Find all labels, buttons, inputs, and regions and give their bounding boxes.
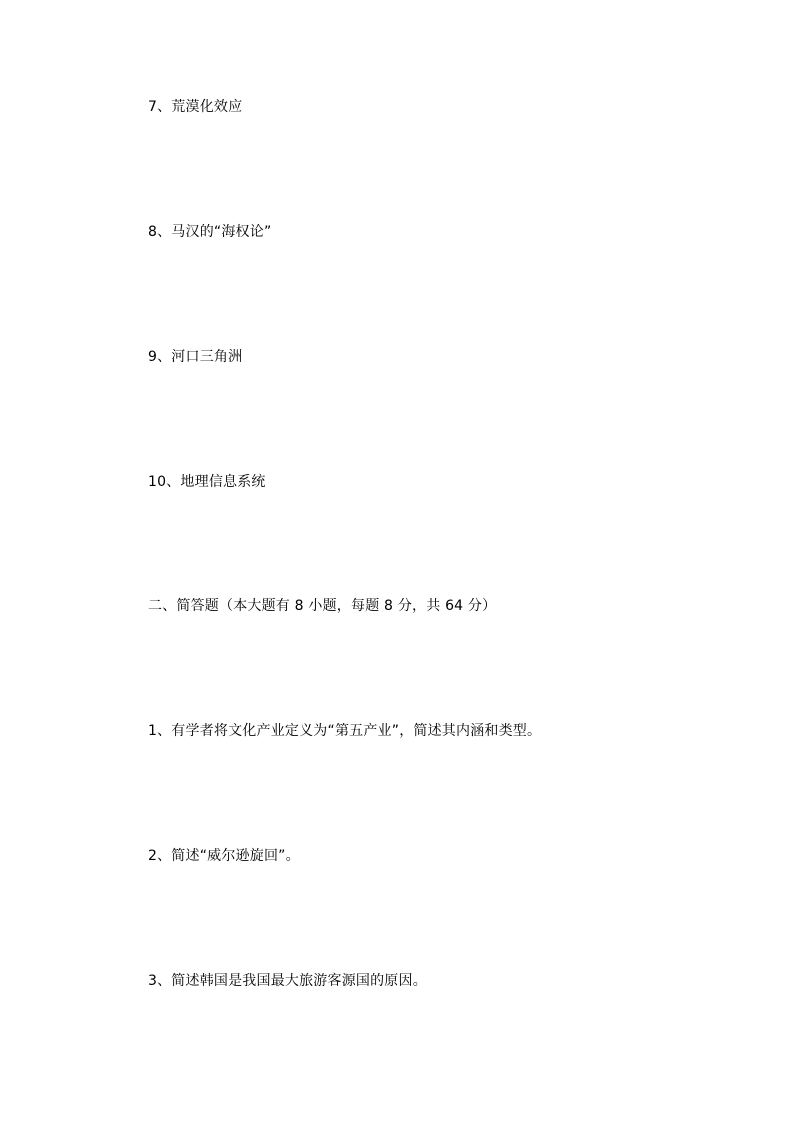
- term-question-7: 7、荒漠化效应: [148, 99, 243, 115]
- short-answer-question-1: 1、有学者将文化产业定义为“第五产业”，简述其内涵和类型。: [148, 723, 542, 739]
- short-answer-question-3: 3、简述韩国是我国最大旅游客源国的原因。: [148, 973, 427, 989]
- short-answer-question-2: 2、简述“威尔逊旋回”。: [148, 848, 300, 864]
- term-question-8: 8、马汉的“海权论”: [148, 224, 272, 240]
- term-question-10: 10、地理信息系统: [148, 474, 266, 490]
- section-heading-short-answer: 二、简答题（本大题有 8 小题，每题 8 分，共 64 分）: [148, 598, 497, 614]
- term-question-9: 9、河口三角洲: [148, 349, 243, 365]
